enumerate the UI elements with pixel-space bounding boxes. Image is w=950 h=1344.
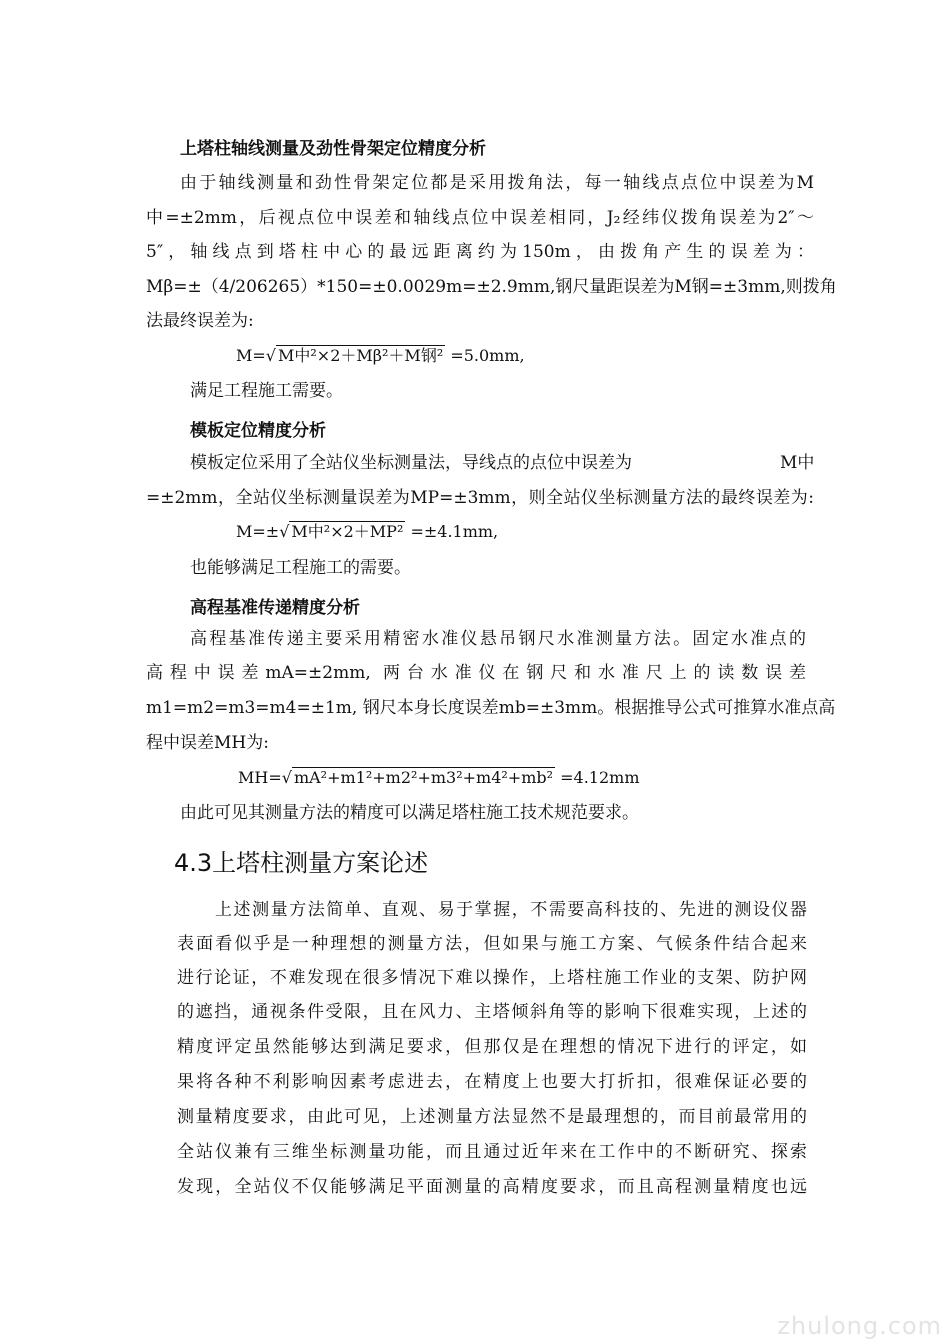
formula-lhs: M= — [236, 346, 266, 365]
conclusion-line: 满足工程施工需要。 — [190, 381, 343, 401]
paragraph-line: 中=±2mm，后视点位中误差和轴线点位中误差相同，J₂经纬仪拨角误差为2″～ — [146, 208, 814, 228]
body-line: 表面看似乎是一种理想的测量方法，但如果与施工方案、气候条件结合起来 — [177, 934, 807, 954]
paragraph-line: 高程基准传递主要采用精密水准仪悬吊钢尺水准测量方法。固定水准点的 — [190, 629, 806, 649]
paragraph-line: 由于轴线测量和劲性骨架定位都是采用拨角法，每一轴线点点位中误差为M — [180, 173, 814, 193]
body-line: 测量精度要求，由此可见，上述测量方法显然不是最理想的，而目前最常用的 — [177, 1107, 807, 1127]
conclusion-line: 由此可见其测量方法的精度可以满足塔柱施工技术规范要求。 — [180, 803, 639, 823]
heading-axis-measurement: 上塔柱轴线测量及劲性骨架定位精度分析 — [180, 139, 486, 159]
watermark-text: zhulong.com — [777, 1312, 942, 1340]
formula-elevation-error: MH=√ mA²+m1²+m2²+m3²+m4²+mb² =4.12mm — [238, 768, 640, 787]
formula-angle-error: M=√ M中²×2＋Mβ²＋M钢² =5.0mm, — [236, 346, 525, 365]
body-line: 精度评定虽然能够达到满足要求，但那仅是在理想的情况下进行的评定，如 — [177, 1037, 807, 1057]
paragraph-line: Mβ=±（4/206265）*150=±0.0029m=±2.9mm,钢尺量距误差为M钢=±3mm,则拨角 — [146, 277, 837, 297]
heading-formwork-positioning: 模板定位精度分析 — [190, 421, 326, 441]
section-title: 4.3上塔柱测量方案论述 — [174, 849, 429, 877]
body-line: 上述测量方法简单、直观、易于掌握，不需要高科技的、先进的测设仪器 — [215, 900, 807, 920]
conclusion-line: 也能够满足工程施工的需要。 — [190, 558, 411, 578]
formula-radicand: M中²×2＋Mβ²＋M钢² — [278, 346, 444, 365]
paragraph-line: =±2mm，全站仪坐标测量误差为MP=±3mm，则全站仪坐标测量方法的最终误差为: — [146, 488, 814, 508]
heading-elevation-transfer: 高程基准传递精度分析 — [190, 598, 360, 618]
formula-lhs: M=± — [236, 522, 280, 541]
paragraph-line: 程中误差MH为: — [146, 733, 269, 753]
paragraph-line: 法最终误差为: — [146, 311, 254, 331]
paragraph-line: 模板定位采用了全站仪坐标测量法，导线点的点位中误差为 — [190, 453, 632, 473]
formula-formwork-error: M=±√ M中²×2＋MP² =±4.1mm, — [236, 522, 499, 541]
formula-lhs: MH= — [238, 768, 282, 787]
formula-radicand: mA²+m1²+m2²+m3²+m4²+mb² — [293, 768, 554, 787]
formula-radicand: M中²×2＋MP² — [291, 522, 404, 541]
paragraph-line: m1=m2=m3=m4=±1m, 钢尺本身长度误差mb=±3mm。根据推导公式可推算水准点高 — [146, 698, 836, 718]
body-line: 的遮挡，通视条件受限，且在风力、主塔倾斜角等的影响下很难实现，上述的 — [177, 1002, 807, 1022]
paragraph-line: 高程中误差mA=±2mm, 两台水准仪在钢尺和水准尺上的读数误差 — [146, 663, 806, 683]
body-line: 发现，全站仪不仅能够满足平面测量的高精度要求，而且高程测量精度也远 — [177, 1177, 807, 1197]
body-line: 全站仪兼有三维坐标测量功能，而且通过近年来在工作中的不断研究、探索 — [177, 1142, 807, 1162]
paragraph-line-tail: M中 — [780, 453, 815, 473]
paragraph-line: 5″，轴线点到塔柱中心的最远距离约为150m，由拨角产生的误差为： — [146, 242, 814, 262]
formula-result: =±4.1mm, — [410, 522, 499, 541]
body-line: 进行论证，不难发现在很多情况下难以操作，上塔柱施工作业的支架、防护网 — [177, 968, 807, 988]
formula-result: =4.12mm — [560, 768, 640, 787]
formula-result: =5.0mm, — [450, 346, 525, 365]
body-line: 果将各种不利影响因素考虑进去，在精度上也要大打折扣，很难保证必要的 — [177, 1072, 807, 1092]
